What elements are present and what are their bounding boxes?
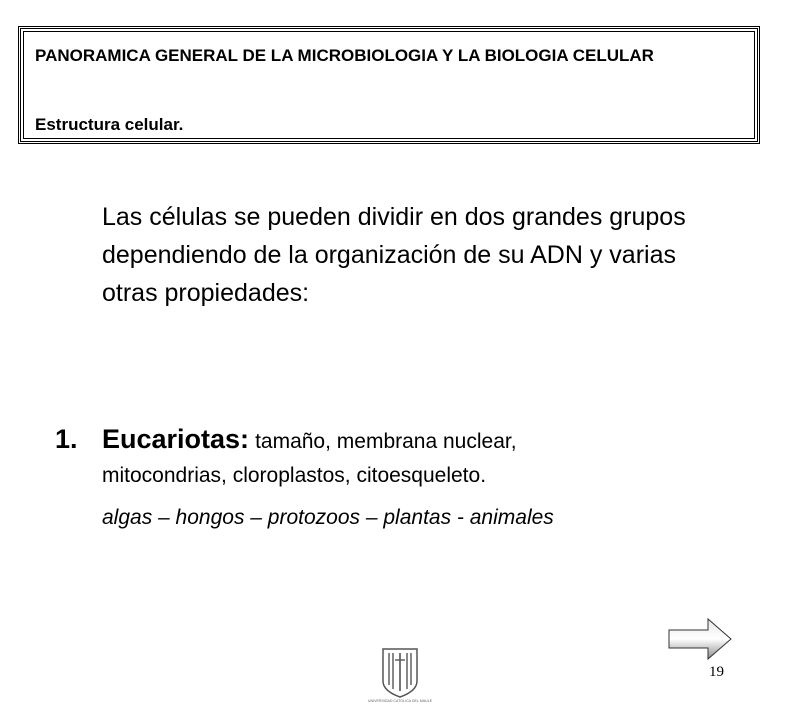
list-item-line (55, 424, 755, 455)
list-item-description: tamaño, membrana nuclear, (255, 430, 517, 453)
list-item-term: Eucariotas: (102, 424, 250, 454)
university-logo-icon (367, 645, 433, 707)
list-item-number: 1. (55, 424, 78, 454)
list-item-eucariotas (55, 424, 755, 533)
header-box (18, 26, 760, 144)
logo-text: UNIVERSIDAD CATOLICA DEL MAULE (367, 699, 433, 703)
header-title: PANORAMICA GENERAL DE LA MICROBIOLOGIA Y LA BIOLOGIA CELULAR (35, 46, 654, 65)
list-item-examples: algas – hongos – protozoos – plantas - animales (102, 506, 554, 529)
page-number: 19 (709, 664, 724, 680)
header-subtitle: Estructura celular. (35, 115, 184, 134)
list-item-description-continued: mitocondrias, cloroplastos, citoesqueleto. (102, 464, 487, 487)
right-arrow-icon[interactable] (668, 618, 732, 660)
intro-paragraph: Las células se pueden dividir en dos grandes grupos dependiendo de la organización de su ADN y varias otras propiedades: (102, 203, 686, 307)
cell-types-list (55, 424, 755, 533)
